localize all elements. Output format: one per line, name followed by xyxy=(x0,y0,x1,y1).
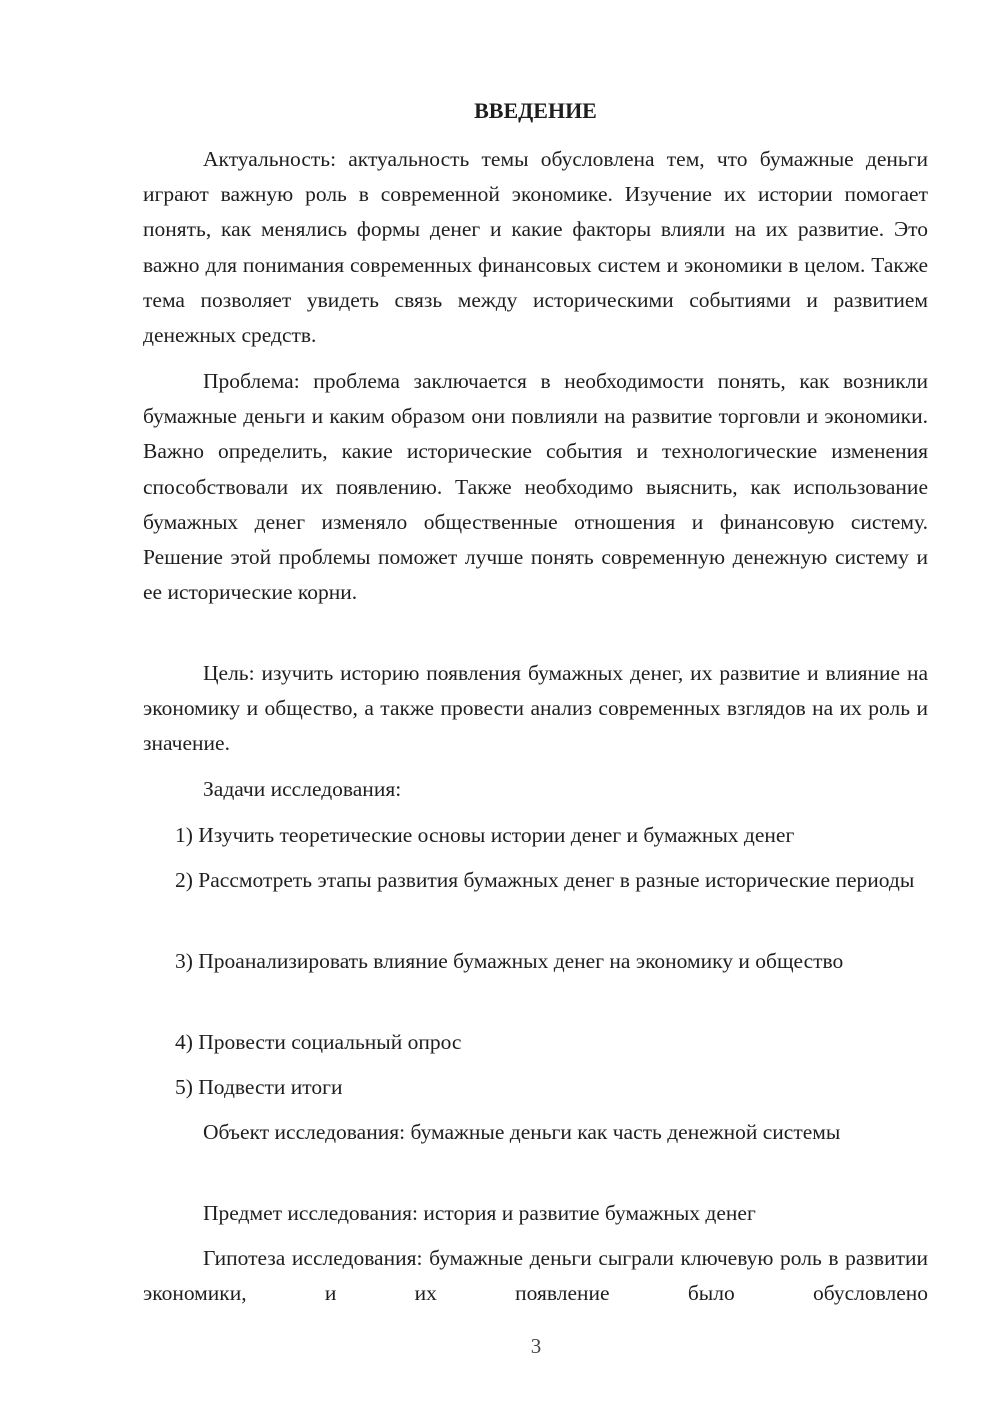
task-item-2: 2) Рассмотреть этапы развития бумажных денег в разные исторические периоды xyxy=(175,868,915,892)
tasks-heading: Задачи исследования: xyxy=(203,777,402,801)
task-item-1: 1) Изучить теоретические основы истории денег и бумажных денег xyxy=(175,823,795,847)
task-item-4: 4) Провести социальный опрос xyxy=(175,1030,462,1054)
object-paragraph: Объект исследования: бумажные деньги как часть денежной системы xyxy=(203,1120,841,1144)
subject-paragraph: Предмет исследования: история и развитие бумажных денег xyxy=(203,1201,756,1225)
task-item-5: 5) Подвести итоги xyxy=(175,1075,343,1099)
section-title: ВВЕДЕНИЕ xyxy=(474,98,597,123)
problem-paragraph: Проблема: проблема заключается в необходимости понять, как возникли бумажные деньги и каким образом они повлияли на развитие торговли и экономики. Важно определить, какие исторические события и технологические изменения способствовали их появлению. Также необходимо выяснить, как использование бумажных денег изменяло общественные отношения и финансовую систему. Решение этой проблемы поможет лучше понять современную денежную систему и ее исторические корни. xyxy=(143,369,928,605)
relevance-paragraph: Актуальность: актуальность темы обусловлена тем, что бумажные деньги играют важную роль в современной экономике. Изучение их истории помогает понять, как менялись формы денег и какие факторы влияли на их развитие. Это важно для понимания современных финансовых систем и экономики в целом. Также тема позволяет увидеть связь между историческими событиями и развитием денежных средств. xyxy=(143,147,928,348)
task-item-3: 3) Проанализировать влияние бумажных денег на экономику и общество xyxy=(175,949,844,973)
goal-paragraph: Цель: изучить историю появления бумажных денег, их развитие и влияние на экономику и общество, а также провести анализ современных взглядов на их роль и значение. xyxy=(143,661,928,756)
page-number: 3 xyxy=(530,1334,542,1358)
hypothesis-paragraph: Гипотеза исследования: бумажные деньги сыграли ключевую роль в развитии экономики, и их появление было обусловлено xyxy=(143,1246,928,1306)
